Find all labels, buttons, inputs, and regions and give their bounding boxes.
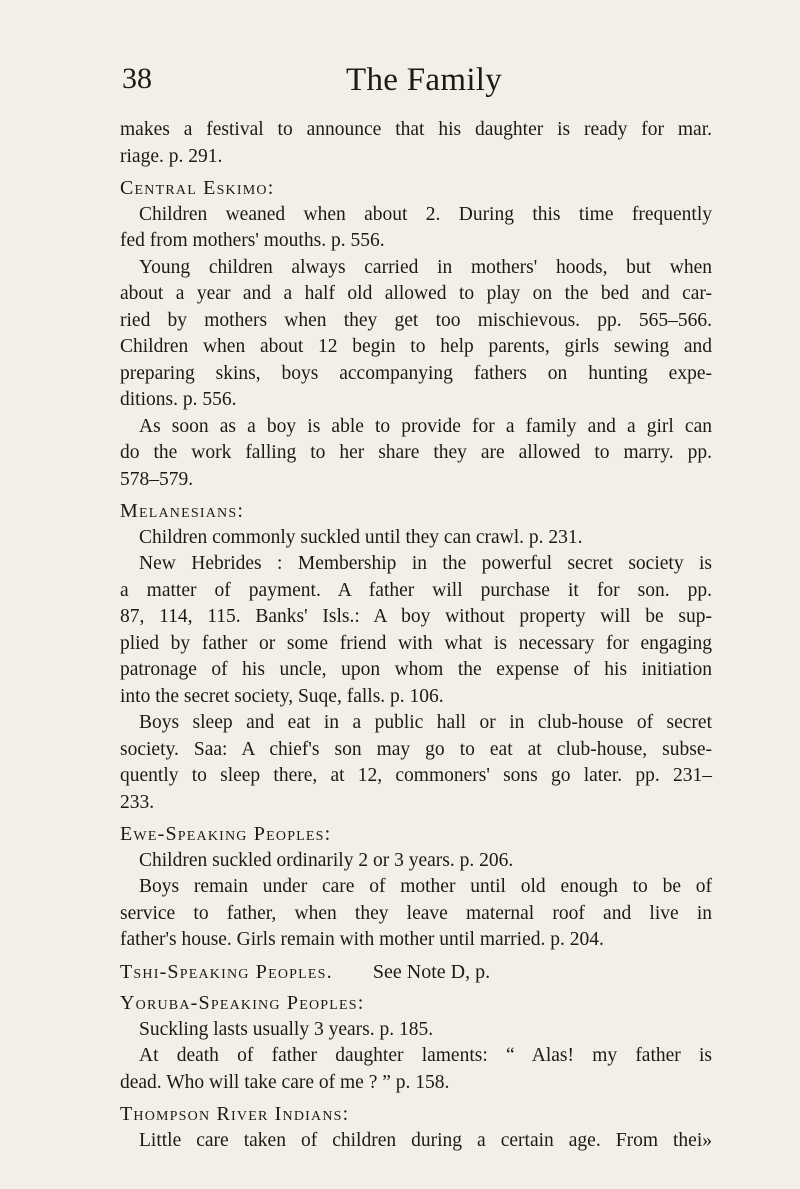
text-line: fed from mothers' mouths. p. 556. [120,230,385,251]
section-heading [120,990,712,1017]
text-line: quently to sleep there, at 12, commoners' sons go later. pp. 231– [120,765,712,786]
text-line: ditions. p. 556. [120,389,237,410]
text-line: patronage of his uncle, upon whom the expense of his initiation [120,659,712,680]
text-line: Suckling lasts usually 3 years. p. 185. [139,1018,434,1040]
section-heading [120,175,712,202]
text-line: about a year and a half old allowed to play on the bed and car- [120,283,712,304]
running-title: The Family [346,62,503,98]
section-heading-text: Tshi-Speaking Peoples. [120,960,333,983]
text-line: dead. Who will take care of me ? ” p. 158. [120,1071,450,1093]
text-line: Children when about 12 begin to help parents, girls sewing and [120,336,712,357]
text-line: 87, 114, 115. Banks' Isls.: A boy without property will be sup- [120,606,712,627]
text-line: riage. p. 291. [120,145,223,167]
page-body [120,117,712,1154]
text-line: father's house. Girls remain with mother until married. p. 204. [120,929,604,950]
section-heading-text: Thompson River Indians: [120,1103,350,1125]
text-line: Little care taken of children during a certain age. From thei» [139,1129,712,1151]
text-line: New Hebrides : Membership in the powerful secret society is [139,553,712,574]
section-heading [120,821,712,848]
text-line: do the work falling to her share they are allowed to marry. pp. [120,442,712,463]
section-heading-text: Melanesians: [120,500,245,522]
text-line: preparing skins, boys accompanying fathers on hunting expe- [120,362,712,384]
section-heading [120,498,712,525]
text-line: into the secret society, Suqe, falls. p. 106. [120,685,444,707]
page-number: 38 [122,62,152,95]
text-line: society. Saa: A chief's son may go to eat at club-house, subse- [120,738,712,760]
text-line: plied by father or some friend with what is necessary for engaging [120,632,712,654]
section-heading-text: Central Eskimo: [120,177,275,199]
text-line: a matter of payment. A father will purchase it for son. pp. [120,579,712,601]
section-heading-text: Yoruba-Speaking Peoples: [120,992,365,1014]
section-heading-text: Ewe-Speaking Peoples: [120,823,332,845]
note-reference: See Note D, p. [372,960,491,983]
section-heading [120,959,712,986]
text-line: service to father, when they leave maternal roof and live in [120,902,712,924]
text-line: makes a festival to announce that his daughter is ready for mar. [120,119,712,140]
text-line: Children commonly suckled until they can crawl. p. 231. [139,526,583,548]
text-line: Children suckled ordinarily 2 or 3 years. p. 206. [139,849,514,871]
page-header [122,62,682,102]
text-line: Young children always carried in mothers' hoods, but when [139,256,712,278]
text-line: Boys remain under care of mother until old enough to be of [139,876,712,897]
text-line: Boys sleep and eat in a public hall or in club-house of secret [139,712,712,733]
text-line: Children weaned when about 2. During this time frequently [139,203,712,225]
text-line: 233. [120,791,155,813]
section-heading [120,1101,712,1128]
text-line: 578–579. [120,468,194,490]
text-line: As soon as a boy is able to provide for a family and a girl can [139,415,712,437]
text-line: ried by mothers when they get too mischievous. pp. 565–566. [120,309,712,331]
text-line: At death of father daughter laments: “ Alas! my father is [139,1045,712,1066]
